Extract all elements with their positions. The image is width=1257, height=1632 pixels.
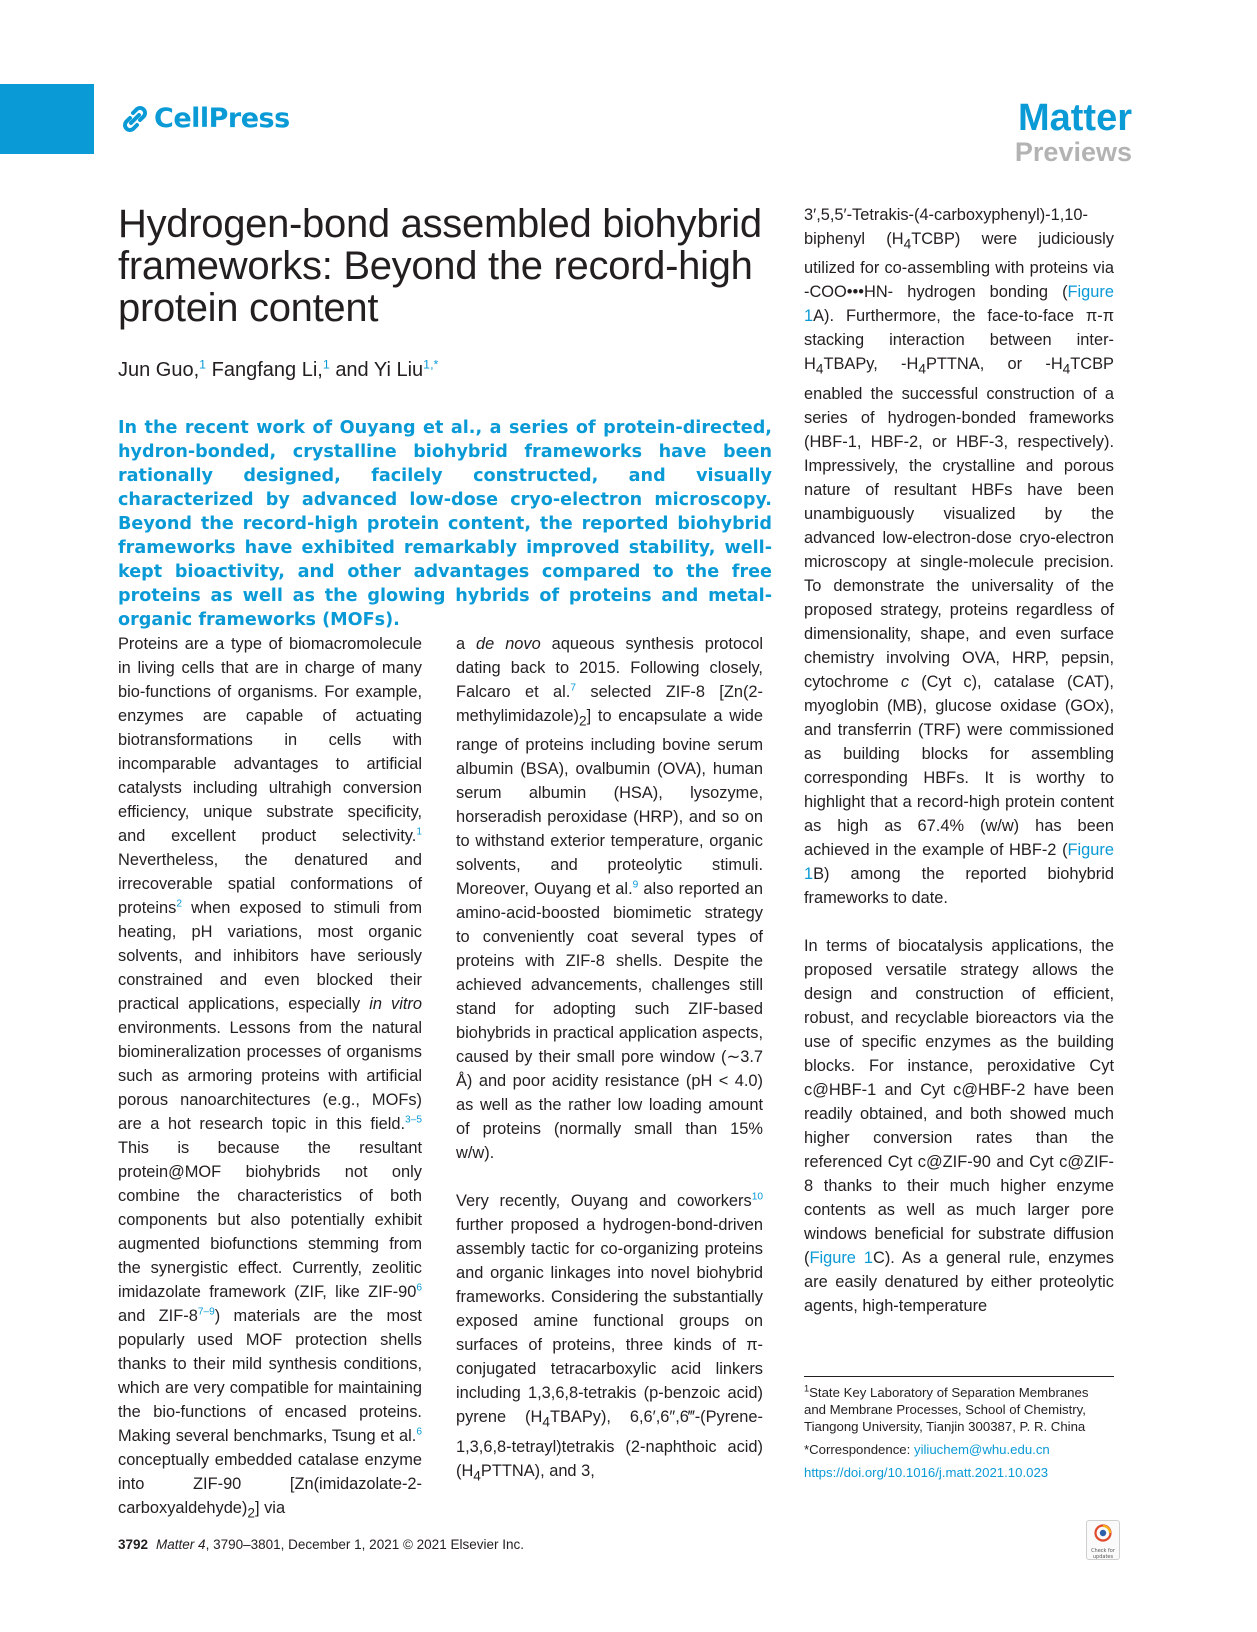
abstract: In the recent work of Ouyang et al., a series of protein-directed, hydron-bonded, crystalline biohybrid frameworks have been rationally designed, facilely constructed, and visually characterized by advanced low-dose cryo-electron microscopy. Beyond the record-high protein content, the reported biohybrid frameworks have exhibited remarkably improved stability, well-kept bioactivity, and other advantages compared to the free proteins as well as the glowing hybrids of proteins and metal-organic frameworks (MOFs). [118, 418, 772, 630]
body-paragraph: a de novo aqueous synthesis protocol dating back to 2015. Following closely, Falcaro et al.$^7$ selected ZIF-8 $[Zn(2-methylimidazole)_2]$ to encapsulate a wide range of proteins including bovine serum albumin (BSA), ovalbumin (OVA), human serum albumin (HSA), lysozyme, horseradish peroxidase (HRP), and so on to withstand exterior temperature, organic solvents, and proteolytic stimuli. Moreover, Ouyang et al.$^9$ also reported an amino-acid-boosted biomimetic strategy to conveniently coat several types of proteins with ZIF-8 shells. Despite the achieved advancements, challenges still stand for adopting such ZIF-based biohybrids in practical application aspects, caused by their small pore window (∼3.7 Å) and poor acidity resistance (pH < 4.0) as well as the rather low loading amount of proteins (normally small than 15% w/w). [456, 635, 764, 1163]
header-color-tab [0, 84, 94, 154]
section-name: Previews [1014, 137, 1132, 167]
author-affiliation[interactable]: 1 [199, 357, 207, 372]
body-paragraph: 3′,5,5′-Tetrakis-(4-carboxyphenyl)-1,10-biphenyl $(H_4TCBP)$ were judiciously utilized for co-assembling with proteins via -COO•••HN- hydrogen bonding (Figure 1A). Furthermore, the face-to-face π-π stacking interaction between inter-$H_4TBAPy$, $-H_4PTTNA$, or $-H_4TCBP$ enabled the successful construction of a series of hydrogen-bonded frameworks (HBF-1, HBF-2, or HBF-3, respectively). Impressively, the crystalline and porous nature of resultant HBFs have been unambiguously visualized by the advanced low-electron-dose cryo-electron microscopy at single-molecule precision. To demonstrate the universality of the proposed strategy, proteins regardless of dimensionality, shape, and even surface chemistry involving OVA, HRP, pepsin, cytochrome c (Cyt c), catalase (CAT), myoglobin (MB), glucose oxidase (GOx), and transferrin (TRF) were commissioned as building blocks for assembling corresponding HBFs. It is worthy to highlight that a record-high protein content as high as 67.4% (w/w) has been achieved in the example of HBF-2 (Figure 1B) among the reported biohybrid frameworks to date. [804, 206, 1114, 907]
author-name: Jun Guo, [118, 359, 200, 381]
publisher-name: CellPress [154, 103, 290, 134]
footnotes [804, 1384, 1114, 1487]
correspondence-note: *Correspondence: yiliuchem@whu.edu.cn [804, 1442, 1050, 1457]
cellpress-logo[interactable] [120, 103, 290, 134]
author-name: and Yi Liu [335, 359, 424, 381]
page-number: 3792 [118, 1537, 149, 1552]
author-affiliation[interactable]: 1 [322, 357, 330, 372]
doi-link[interactable]: https://doi.org/10.1016/j.matt.2021.10.023 [804, 1465, 1049, 1480]
body-column-1 [118, 632, 422, 1525]
body-paragraph: Very recently, Ouyang and coworkers$^{10}$ further proposed a hydrogen-bond-driven assembly tactic for co-organizing proteins and organic linkages into novel biohybrid frameworks. Considering the substantially exposed amine functional groups on surfaces of proteins, three kinds of π-conjugated tetracarboxylic acid linkers including 1,3,6,8-tetrakis (p-benzoic acid) pyrene $(H_4TBAPy)$, 6,6′,6″,6‴-(Pyrene-1,3,6,8-tetrayl)tetrakis (2-naphthoic acid) $(H_4PTTNA)$, and 3, [456, 1191, 764, 1483]
body-paragraph: Proteins are a type of biomacromolecule in living cells that are in charge of many bio-functions of organisms. For example, enzymes are capable of actuating biotransformations in cells with incomparable advantages to artificial catalysts including ultrahigh conversion efficiency, unique substrate specificity, and excellent product selectivity.$^1$ Nevertheless, the denatured and irrecoverable spatial conformations of proteins$^2$ when exposed to stimuli from heating, pH variations, most organic solvents, and inhibitors have seriously constrained and even blocked their practical applications, especially in vitro environments. Lessons from the natural biomineralization processes of organisms such as armoring proteins with artificial porous nanoarchitectures (e.g., MOFs) are a hot research topic in this field.$^{3-5}$ This is because the resultant protein@MOF biohybrids not only combine the characteristics of both components but also potentially exhibit augmented biofunctions stemming from the synergistic effect. Currently, zeolitic imidazolate framework (ZIF, like ZIF-$90^6$ and ZIF-8$^{7-9}$) materials are the most popularly used MOF protection shells thanks to their mild synthesis conditions, which are very compatible for maintaining the bio-functions of encased proteins. Making several benchmarks, Tsung et al.$^6$ conceptually embedded catalase enzyme into ZIF-90 $[Zn(imidazolate-2-carboxyaldehyde)_2]$ via [118, 635, 422, 1521]
affiliation-note: $^1$State Key Laboratory of Separation Membranes and Membrane Processes, School of Chemistry, Tiangong University, Tianjin 300387, P. R. China [804, 1383, 1089, 1434]
body-paragraph: In terms of biocatalysis applications, the proposed versatile strategy allows the design and construction of efficient, robust, and recyclable bioreactors via the use of specific enzymes as the building blocks. For instance, peroxidative Cyt c@HBF-1 and Cyt c@HBF-2 have been readily obtained, and both showed much higher conversion rates than the referenced Cyt c@ZIF-90 and Cyt c@ZIF-8 thanks to their much higher enzyme contents as well as much larger pore windows beneficial for substrate diffusion (Figure 1C). As a general rule, enzymes are easily denatured by either proteolytic agents, high-temperature [804, 936, 1114, 1315]
body-column-2 [456, 632, 763, 1488]
author-name: Fangfang Li, [211, 359, 323, 381]
doi-note [804, 1464, 1114, 1481]
footer-journal: Matter 4 [156, 1537, 206, 1552]
figure-link[interactable]: Figure 1 [804, 840, 1114, 883]
cellpress-link-icon [120, 104, 150, 134]
footnote-divider [804, 1376, 1114, 1377]
figure-link[interactable]: Figure 1 [804, 283, 1114, 326]
figure-link[interactable]: Figure 1 [809, 1248, 873, 1267]
author-list [118, 359, 438, 382]
page-footer [118, 1537, 524, 1552]
author-affiliation[interactable]: 1,* [423, 357, 439, 372]
badge-label: Check for updates [1091, 1548, 1115, 1560]
check-updates-icon [1094, 1524, 1112, 1542]
journal-masthead [1015, 98, 1132, 166]
email-link[interactable]: yiliuchem@whu.edu.cn [913, 1442, 1050, 1457]
footer-citation: , 3790–3801, December 1, 2021 © 2021 Elsevier Inc. [205, 1537, 524, 1552]
journal-name: Matter [1017, 97, 1132, 139]
body-column-3 [804, 203, 1114, 1318]
check-for-updates-badge[interactable] [1086, 1520, 1120, 1560]
article-title: Hydrogen-bond assembled biohybrid frameworks: Beyond the record-high protein content [118, 202, 762, 330]
